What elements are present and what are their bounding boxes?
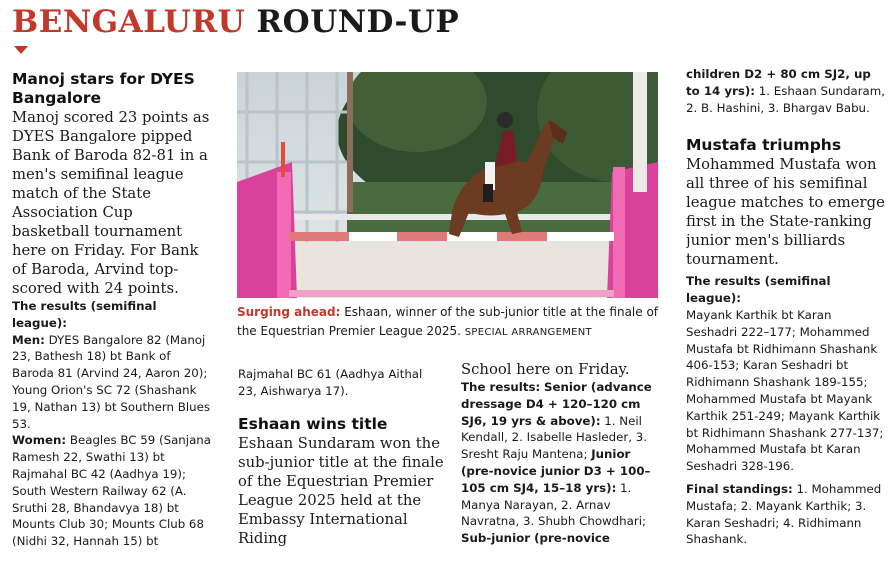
children-results: 1. Eshaan Sundaram, 2. B. Hashini, 3. Bhargav Babu. [686,83,886,115]
gap [238,400,444,415]
equestrian-story [238,366,444,564]
billiards-headline: Mustafa triumphs [686,136,842,155]
basketball-results [12,298,212,550]
caption-lead: Surging ahead: [237,305,341,319]
junior-results: 1. Manya Narayan, 2. Arnav Navratna, 3. Shubh Chowdhari; [461,480,646,529]
billiards-results-heading: The results (semifinal league): [686,274,831,306]
women-results: Beagles BC 59 (Sanjana Ramesh 22, Swathi 13) bt Rajmahal BC 42 (Aadhya 19); South Western Railway 62 (A. Sruthi 28, Bhandavya 18) bt Mounts Club 30; Mounts Club 68 (Nidhi 32, Hannah 15) bt [12,433,212,549]
junior-label: Junior (pre-novice junior D3 + 100–105 cm SJ4, 15–18 yrs): [461,447,651,495]
subjunior-label: Sub-junior (pre-novice [461,531,610,546]
equestrian-results [461,379,657,547]
billiards-results [686,273,886,475]
billiards-standings [686,481,886,548]
equestrian-photo [237,72,658,298]
billiards-body: Mohammed Mustafa won all three of his semifinal league matches to emerge first in the State-ranking junior men's billiards tournament. [686,156,885,269]
children-label: children D2 + 80 cm SJ2, up to 14 yrs): [686,67,871,98]
standings-text: 1. Mohammed Mustafa; 2. Mayank Karthik; 3. Karan Seshadri; 4. Ridhimann Shashank. [686,481,882,547]
basketball-results-heading: The results (semifinal league): [12,299,157,330]
senior-results: 1. Neil Kendall, 2. Isabelle Hasleder, 3. Sresht Raju Mantena; [461,413,647,462]
basketball-continuation: Rajmahal BC 61 (Aadhya Aithal 23, Aishwarya 17). [238,367,423,398]
equestrian-body-cont: School here on Friday. [461,361,630,378]
equestrian-tail [686,66,886,116]
photo-caption [237,303,662,343]
masthead [12,4,459,44]
caption-text: Eshaan, winner of the sub-junior title at the finale of the Equestrian Premier League 2025. [237,305,659,338]
equestrian-headline: Eshaan wins title [238,414,388,433]
billiards-story [686,66,886,564]
gap [686,116,886,136]
masthead-city: BENGALURU [12,4,246,40]
standings-label: Final standings: [686,481,793,496]
basketball-story [12,70,212,564]
equestrian-results-heading: The results: [461,380,541,394]
men-results: DYES Bangalore 82 (Manoj 23, Bathesh 18) bt Bank of Baroda 81 (Arvind 24, Aaron 20); Young Orion's SC 72 (Shashank 19, Nathan 13) bt Southern Blues 53. [12,332,211,431]
masthead-section: ROUND-UP [256,4,460,40]
men-label: Men: [12,332,45,347]
billiards-results-text: Mayank Karthik bt Karan Seshadri 222–177; Mohammed Mustafa bt Ridhimann Shashank 406-153; Karan Seshadri bt Ridhimann Shashank 189-155; Mohammed Mustafa bt Mayank Karthik 251-249; Mayank Karthik bt Ridhimann Shashank 277-137; Mohammed Mustafa bt Karan Seshadri 328-196. [686,307,884,474]
equestrian-results-col [461,360,657,564]
equestrian-body: Eshaan Sundaram won the sub-junior title at the finale of the Equestrian Premier League 2025 held at the Embassy International Riding [238,434,444,547]
basketball-headline: Manoj stars for DYES Bangalore [12,70,195,107]
women-label: Women: [12,433,67,448]
basketball-body: Manoj scored 23 points as DYES Bangalore pipped Bank of Baroda 82-81 in a men's semifinal league match of the State Association Cup basketball tournament here on Friday. For Bank of Baroda, Arvind top-scored with 24 points. [12,109,210,297]
senior-label: Senior (advance dressage D4 + 120–120 cm SJ6, 19 yrs & above): [461,380,652,428]
photo-credit: SPECIAL ARRANGEMENT [464,327,592,338]
horse-jump-image [237,72,658,298]
masthead-triangle-icon [14,46,28,54]
